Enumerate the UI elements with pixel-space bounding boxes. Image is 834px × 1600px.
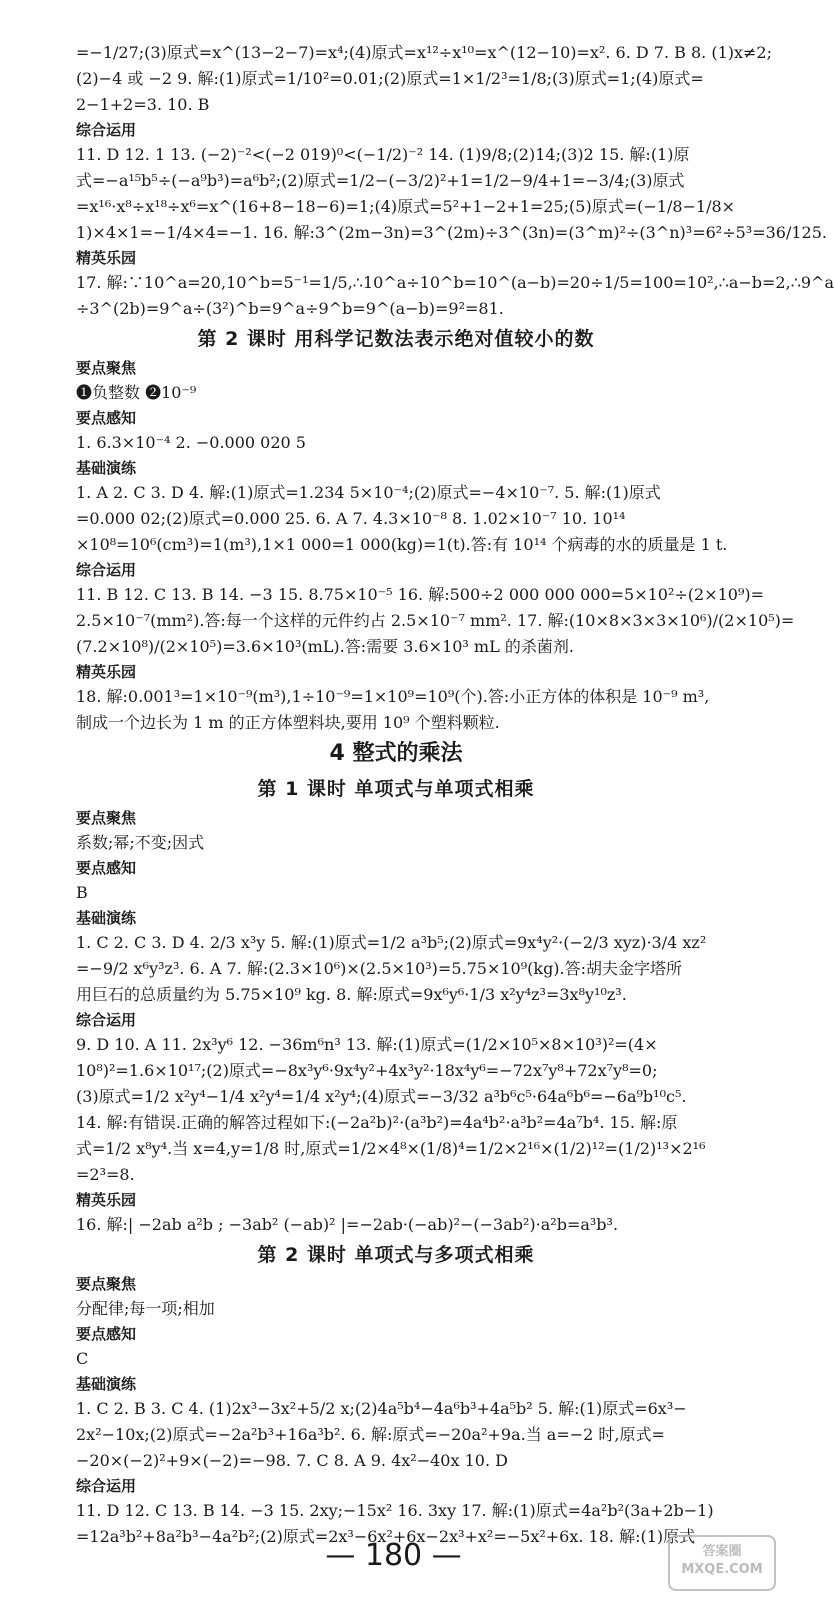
section-heading: 要点聚焦 [76, 809, 137, 827]
answer-line: ×10⁸=10⁶(cm³)=1(m³),1×1 000=1 000(kg)=1(t).答:有 10¹⁴ 个病毒的水的质量是 1 t. [76, 535, 728, 554]
answer-line: 11. D 12. 1 13. (−2)⁻²<(−2 019)⁰<(−1/2)⁻² 14. (1)9/8;(2)14;(3)2 15. 解:(1)原 [76, 145, 690, 164]
answer-line: 1. C 2. C 3. D 4. 2/3 x³y 5. 解:(1)原式=1/2 a³b⁵;(2)原式=9x⁴y²·(−2/3 xyz)·3/4 xz² [76, 933, 707, 952]
answer-line: =−1/27;(3)原式=x^(13−2−7)=x⁴;(4)原式=x¹²÷x¹⁰=x^(12−10)=x². 6. D 7. B 8. (1)x≠2; [76, 43, 773, 62]
section-heading: 要点聚焦 [76, 359, 137, 377]
section-heading: 精英乐园 [76, 249, 137, 267]
page-number: — 180 — [325, 1538, 462, 1573]
section-heading: 要点感知 [76, 409, 137, 427]
section-heading: 基础演练 [76, 1375, 137, 1393]
section-heading: 精英乐园 [76, 663, 137, 681]
section-heading: 综合运用 [76, 561, 137, 579]
section-heading: 综合运用 [76, 1477, 137, 1495]
answer-line: (2)−4 或 −2 9. 解:(1)原式=1/10²=0.01;(2)原式=1×1/2³=1/8;(3)原式=1;(4)原式= [76, 69, 704, 88]
answer-line: =−9/2 x⁶y³z³. 6. A 7. 解:(2.3×10⁶)×(2.5×10³)=5.75×10⁹(kg).答:胡夫金字塔所 [76, 959, 683, 978]
section-heading: 综合运用 [76, 121, 137, 139]
section-heading: 要点聚焦 [76, 1275, 137, 1293]
answer-line: 11. D 12. C 13. B 14. −3 15. 2xy;−15x² 16. 3xy 17. 解:(1)原式=4a²b²(3a+2b−1) [76, 1501, 714, 1520]
answer-line: 分配律;每一项;相加 [76, 1299, 215, 1318]
answer-line: ❶负整数 ❷10⁻⁹ [76, 383, 197, 402]
section-heading: 基础演练 [76, 459, 137, 477]
answer-line: 式=1/2 x⁸y⁴.当 x=4,y=1/8 时,原式=1/2×4⁸×(1/8)⁴=1/2×2¹⁶×(1/2)¹²=(1/2)¹³×2¹⁶ [76, 1139, 706, 1158]
answer-line: 1. A 2. C 3. D 4. 解:(1)原式=1.234 5×10⁻⁴;(2)原式=−4×10⁻⁷. 5. 解:(1)原式 [76, 483, 661, 502]
answer-line: 1. 6.3×10⁻⁴ 2. −0.000 020 5 [76, 433, 306, 452]
answer-line: 式=−a¹⁵b⁵÷(−a⁹b³)=a⁶b²;(2)原式=1/2−(−3/2)²+1=1/2−9/4+1=−3/4;(3)原式 [76, 171, 685, 190]
answer-page [76, 40, 834, 1550]
answer-line: 18. 解:0.001³=1×10⁻⁹(m³),1÷10⁻⁹=1×10⁹=10⁹(个).答:小正方体的体积是 10⁻⁹ m³, [76, 687, 710, 706]
lesson-title: 第 2 课时 用科学记数法表示绝对值较小的数 [197, 328, 595, 350]
answer-line: =2³=8. [76, 1165, 135, 1184]
answer-line: 1)×4×1=−1/4×4=−1. 16. 解:3^(2m−3n)=3^(2m)÷3^(3n)=(3^m)²÷(3^n)³=6²÷5³=36/125. [76, 223, 827, 242]
answer-line: 2x²−10x;(2)原式=−2a²b³+16a³b². 6. 解:原式=−20a²+9a.当 a=−2 时,原式= [76, 1425, 665, 1444]
section-heading: 要点感知 [76, 859, 137, 877]
answer-line: 17. 解:∵10^a=20,10^b=5⁻¹=1/5,∴10^a÷10^b=10^(a−b)=20÷1/5=100=10²,∴a−b=2,∴9^a [76, 273, 834, 292]
answer-line: 16. 解:| −2ab a²b ; −3ab² (−ab)² |=−2ab·(−ab)²−(−3ab²)·a²b=a³b³. [76, 1215, 619, 1234]
answer-line: C [76, 1349, 89, 1368]
answer-line: =12a³b²+8a²b³−4a²b²;(2)原式=2x³−6x²+6x−2x³+x²=−5x²+6x. 18. 解:(1)原式 [76, 1527, 696, 1546]
answer-line: −20×(−2)²+9×(−2)=−98. 7. C 8. A 9. 4x²−40x 10. D [76, 1451, 508, 1470]
answer-line: =x¹⁶·x⁸÷x¹⁸÷x⁶=x^(16+8−18−6)=1;(4)原式=5²+1−2+1=25;(5)原式=(−1/8−1/8× [76, 197, 736, 216]
answer-line: ÷3^(2b)=9^a÷(3²)^b=9^a÷9^b=9^(a−b)=9²=81. [76, 299, 504, 318]
section-heading: 要点感知 [76, 1325, 137, 1343]
answer-line: 2−1+2=3. 10. B [76, 95, 210, 114]
answer-line: 系数;幂;不变;因式 [76, 833, 205, 852]
answer-line: 14. 解:有错误.正确的解答过程如下:(−2a²b)²·(a³b²)=4a⁴b²·a³b²=4a⁷b⁴. 15. 解:原 [76, 1113, 678, 1132]
section-heading: 基础演练 [76, 909, 137, 927]
section-heading: 精英乐园 [76, 1191, 137, 1209]
answer-line: 制成一个边长为 1 m 的正方体塑料块,要用 10⁹ 个塑料颗粒. [76, 713, 500, 732]
answer-line: 1. C 2. B 3. C 4. (1)2x³−3x²+5/2 x;(2)4a⁵b⁴−4a⁶b³+4a⁵b² 5. 解:(1)原式=6x³− [76, 1399, 687, 1418]
answer-line: (3)原式=1/2 x²y⁴−1/4 x²y⁴=1/4 x²y⁴;(4)原式=−3/32 a³b⁶c⁵·64a⁶b⁶=−6a⁹b¹⁰c⁵. [76, 1087, 687, 1106]
chapter-title: 4 整式的乘法 [329, 741, 463, 766]
answer-line: 11. B 12. C 13. B 14. −3 15. 8.75×10⁻⁵ 16. 解:500÷2 000 000 000=5×10²÷(2×10⁹)= [76, 585, 765, 604]
lesson-title: 第 2 课时 单项式与多项式相乘 [257, 1244, 535, 1266]
answer-line: 10⁸)²=1.6×10¹⁷;(2)原式=−8x³y⁶·9x⁴y²+4x³y²·18x⁴y⁶=−72x⁷y⁸+72x⁷y⁸=0; [76, 1061, 658, 1080]
answer-line: =0.000 02;(2)原式=0.000 25. 6. A 7. 4.3×10⁻⁸ 8. 1.02×10⁻⁷ 10. 10¹⁴ [76, 509, 626, 528]
watermark-logo [668, 1535, 776, 1591]
section-heading: 综合运用 [76, 1011, 137, 1029]
answer-line: 2.5×10⁻⁷(mm²).答:每一个这样的元件约占 2.5×10⁻⁷ mm². 17. 解:(10×8×3×3×10⁶)/(2×10⁵)= [76, 611, 795, 630]
answer-line: 9. D 10. A 11. 2x³y⁶ 12. −36m⁶n³ 13. 解:(1)原式=(1/2×10⁵×8×10³)²=(4× [76, 1035, 658, 1054]
watermark-line2: MXQE.COM [681, 1562, 763, 1577]
answer-line: B [76, 883, 88, 902]
lesson-title: 第 1 课时 单项式与单项式相乘 [257, 778, 535, 800]
answer-line: 用巨石的总质量约为 5.75×10⁹ kg. 8. 解:原式=9x⁶y⁶·1/3 x²y⁴z³=3x⁸y¹⁰z³. [76, 985, 627, 1004]
watermark-line1: 答案圈 [702, 1544, 742, 1559]
answer-line: (7.2×10⁸)/(2×10⁵)=3.6×10³(mL).答:需要 3.6×10³ mL 的杀菌剂. [76, 637, 574, 656]
